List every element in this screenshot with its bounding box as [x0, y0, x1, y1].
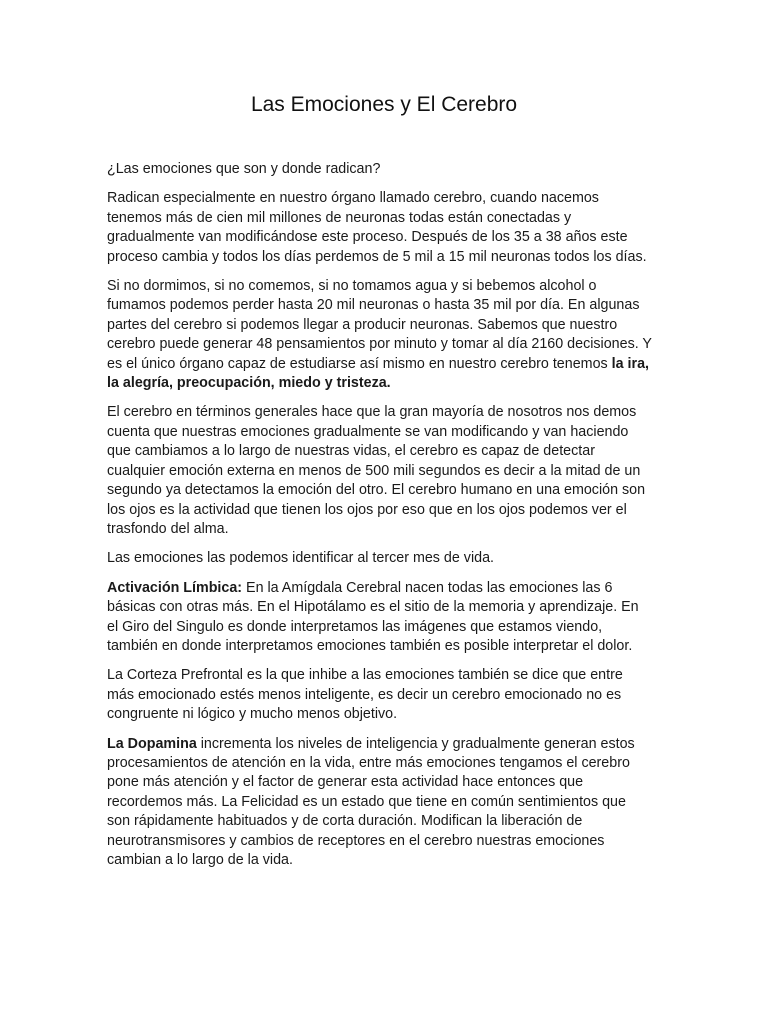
paragraph-7-text: incrementa los niveles de inteligencia y gradualmente generan estos procesamientos de atención en la vida, entre más emociones tengamos el cerebro pone más atención y el factor de generar esta actividad hace entonces que recordemos más. La Felicidad es un estado que tiene en común sentimientos que son rápidamente habituados y de corta duración. Modifican la liberación de neurotransmisores y cambios de receptores en el cerebro nuestras emociones cambian a lo largo de la vida. — [107, 735, 635, 868]
paragraph-5-heading: Activación Límbica: — [107, 579, 243, 596]
paragraph-2 — [107, 277, 652, 393]
paragraph-7 — [107, 735, 652, 871]
paragraph-4: Las emociones las podemos identificar al tercer mes de vida. — [107, 550, 495, 567]
question-paragraph: ¿Las emociones que son y donde radican? — [107, 161, 381, 177]
paragraph-5 — [107, 579, 652, 657]
paragraph-2-text: Si no dormimos, si no comemos, si no tomamos agua y si bebemos alcohol o fumamos podemos perder hasta 20 mil neuronas o hasta 35 mil por día. En algunas partes del cerebro si podemos llegar a producir neuronas. Sabemos que nuestro cerebro puede generar 48 pensamientos por minuto y tomar al día 2160 decisiones. Y es el único órgano capaz de estudiarse así mismo en nuestro cerebro tenemos — [107, 278, 652, 372]
paragraph-7-heading: La Dopamina — [107, 735, 197, 752]
paragraph-6: La Corteza Prefrontal es la que inhibe a las emociones también se dice que entre más emocionado estés menos inteligente, es decir un cerebro emocionado no es congruente ni lógico y mucho menos objetivo. — [107, 667, 623, 723]
paragraph-2-emphasis: la ira, la alegría, preocupación, miedo y tristeza. — [107, 355, 650, 392]
paragraph-5-text: En la Amígdala Cerebral nacen todas las emociones las 6 básicas con otras más. En el Hipotálamo es el sitio de la memoria y aprendizaje. En el Giro del Singulo es donde interpretamos las imágenes que estamos viendo, también en donde interpretamos emociones también es posible interpretar el dolor. — [107, 579, 639, 654]
paragraph-1: Radican especialmente en nuestro órgano llamado cerebro, cuando nacemos tenemos más de cien mil millones de neuronas todas están conectadas y gradualmente van modificándose este proceso. Después de los 35 a 38 años este proceso cambia y todos los días perdemos de 5 mil a 15 mil neuronas todos los días. — [107, 190, 647, 265]
paragraph-3: El cerebro en términos generales hace que la gran mayoría de nosotros nos demos cuenta que nuestras emociones gradualmente se van modificando y van haciendo que cambiamos a lo largo de nuestras vidas, el cerebro es capaz de detectar cualquier emoción externa en menos de 500 mili segundos es decir a la mitad de un segundo ya detectamos la emoción del otro. El cerebro humano en una emoción son los ojos es la actividad que tienen los ojos por eso que en los ojos podemos ver el trasfondo del alma. — [107, 404, 646, 537]
document-body — [107, 160, 652, 880]
document-title: Las Emociones y El Cerebro — [250, 93, 518, 116]
